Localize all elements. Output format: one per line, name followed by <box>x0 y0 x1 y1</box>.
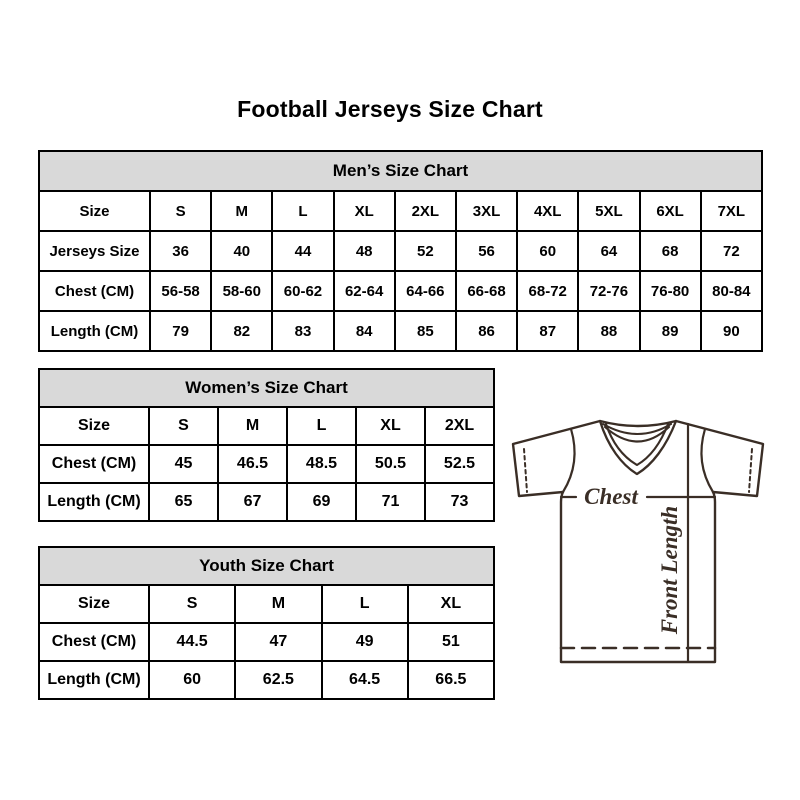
cell: 90 <box>701 311 762 351</box>
cell: 60-62 <box>272 271 333 311</box>
cell: 72 <box>701 231 762 271</box>
jersey-outline <box>513 421 763 662</box>
cell: M <box>235 585 321 623</box>
cell: 64-66 <box>395 271 456 311</box>
cell: 72-76 <box>578 271 639 311</box>
cell: 87 <box>517 311 578 351</box>
cell: XL <box>408 585 494 623</box>
table-row <box>39 623 494 661</box>
left-cuff-stitch-line <box>524 449 527 492</box>
cell: 62.5 <box>235 661 321 699</box>
womens-size-table <box>38 368 495 522</box>
cell: 82 <box>211 311 272 351</box>
cell: 60 <box>149 661 235 699</box>
cell: S <box>149 585 235 623</box>
table-row <box>39 231 762 271</box>
row-label: Length (CM) <box>39 483 149 521</box>
cell: 56-58 <box>150 271 211 311</box>
row-label: Jerseys Size <box>39 231 150 271</box>
row-label: Size <box>39 585 149 623</box>
table-row <box>39 191 762 231</box>
jersey-measurement-diagram <box>503 403 769 675</box>
row-label: Length (CM) <box>39 311 150 351</box>
cell: 6XL <box>640 191 701 231</box>
cell: 48 <box>334 231 395 271</box>
table-row <box>39 661 494 699</box>
cell: 44 <box>272 231 333 271</box>
cell: 68 <box>640 231 701 271</box>
youth-table-title: Youth Size Chart <box>39 547 494 585</box>
cell: 2XL <box>395 191 456 231</box>
mens-table-title: Men’s Size Chart <box>39 151 762 191</box>
cell: L <box>272 191 333 231</box>
cell: 66-68 <box>456 271 517 311</box>
table-row <box>39 483 494 521</box>
right-cuff-stitch-line <box>749 449 752 492</box>
cell: 65 <box>149 483 218 521</box>
cell: 45 <box>149 445 218 483</box>
cell: 62-64 <box>334 271 395 311</box>
cell: 7XL <box>701 191 762 231</box>
cell: 44.5 <box>149 623 235 661</box>
cell: 47 <box>235 623 321 661</box>
row-label: Chest (CM) <box>39 623 149 661</box>
cell: 3XL <box>456 191 517 231</box>
cell: M <box>211 191 272 231</box>
table-header-row <box>39 369 494 407</box>
cell: 49 <box>322 623 408 661</box>
cell: 46.5 <box>218 445 287 483</box>
youth-size-table <box>38 546 495 700</box>
cell: 84 <box>334 311 395 351</box>
cell: L <box>322 585 408 623</box>
table-row <box>39 407 494 445</box>
cell: 80-84 <box>701 271 762 311</box>
table-header-row <box>39 151 762 191</box>
cell: 48.5 <box>287 445 356 483</box>
table-row <box>39 311 762 351</box>
front-length-label: Front Length <box>657 505 682 635</box>
cell: 58-60 <box>211 271 272 311</box>
cell: 73 <box>425 483 494 521</box>
chest-label: Chest <box>584 484 638 509</box>
cell: S <box>150 191 211 231</box>
cell: 89 <box>640 311 701 351</box>
cell: 52.5 <box>425 445 494 483</box>
cell: 64 <box>578 231 639 271</box>
cell: 5XL <box>578 191 639 231</box>
cell: 85 <box>395 311 456 351</box>
cell: L <box>287 407 356 445</box>
table-header-row <box>39 547 494 585</box>
cell: 56 <box>456 231 517 271</box>
cell: 88 <box>578 311 639 351</box>
cell: 2XL <box>425 407 494 445</box>
table-row <box>39 271 762 311</box>
row-label: Size <box>39 191 150 231</box>
row-label: Length (CM) <box>39 661 149 699</box>
row-label: Chest (CM) <box>39 445 149 483</box>
cell: 71 <box>356 483 425 521</box>
left-sleeve-seam <box>563 429 575 492</box>
cell: 68-72 <box>517 271 578 311</box>
cell: 51 <box>408 623 494 661</box>
cell: 79 <box>150 311 211 351</box>
womens-table-title: Women’s Size Chart <box>39 369 494 407</box>
cell: S <box>149 407 218 445</box>
jersey-diagram-svg <box>503 403 769 675</box>
row-label: Chest (CM) <box>39 271 150 311</box>
cell: 86 <box>456 311 517 351</box>
cell: M <box>218 407 287 445</box>
cell: 64.5 <box>322 661 408 699</box>
cell: 67 <box>218 483 287 521</box>
table-row <box>39 445 494 483</box>
cell: 76-80 <box>640 271 701 311</box>
mens-size-table <box>38 150 763 352</box>
right-sleeve-seam <box>701 429 713 492</box>
row-label: Size <box>39 407 149 445</box>
cell: 36 <box>150 231 211 271</box>
cell: 50.5 <box>356 445 425 483</box>
cell: 66.5 <box>408 661 494 699</box>
cell: 69 <box>287 483 356 521</box>
cell: 83 <box>272 311 333 351</box>
cell: 4XL <box>517 191 578 231</box>
cell: 60 <box>517 231 578 271</box>
cell: 40 <box>211 231 272 271</box>
cell: XL <box>334 191 395 231</box>
cell: 52 <box>395 231 456 271</box>
cell: XL <box>356 407 425 445</box>
page-title: Football Jerseys Size Chart <box>237 96 543 122</box>
table-row <box>39 585 494 623</box>
